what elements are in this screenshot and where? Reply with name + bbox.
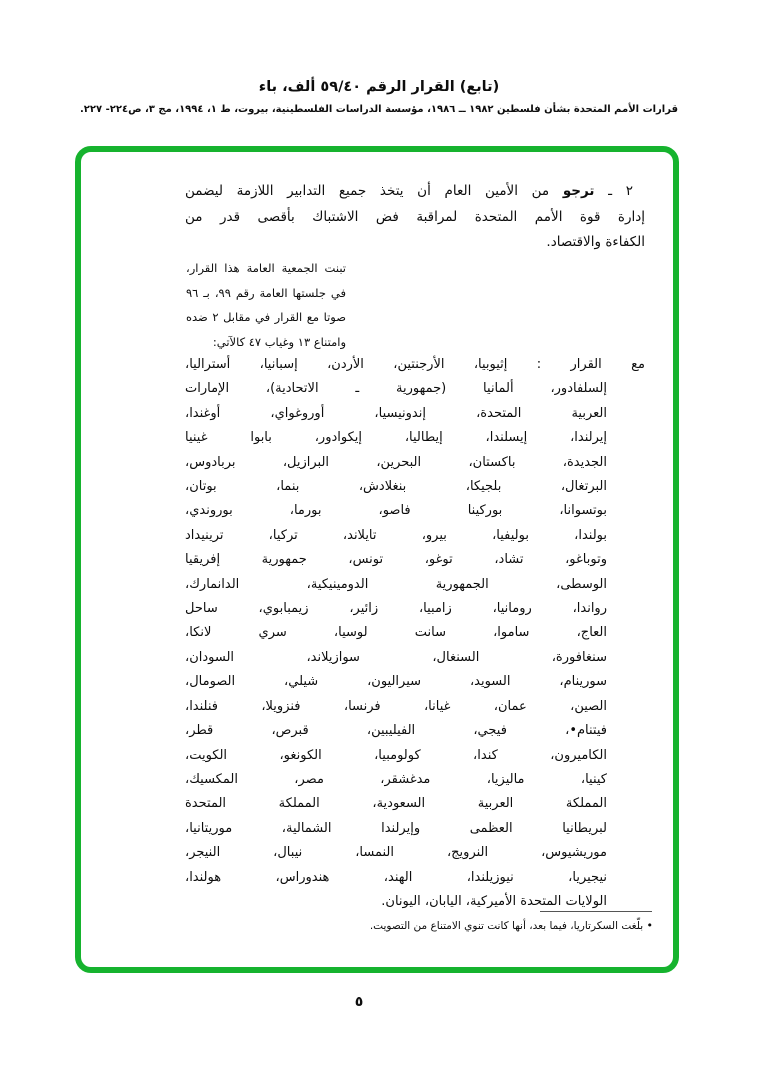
- vote-list-line: البرتغال، بلجيكا، بنغلادش، بنما، بوتان،: [185, 479, 607, 495]
- vote-list-line: بوتسوانا، بوركينا فاصو، بورما، بوروندي،: [185, 503, 607, 519]
- paragraph-text: من الأمين العام أن يتخذ جميع التدابير اللازمة ليضمن: [185, 183, 550, 199]
- vote-list-line: كينيا، ماليزيا، مدغشقر، مصر، المكسيك،: [185, 771, 607, 787]
- vote-list-line: الصين، عمان، غيانا، فرنسا، فنزويلا، فنلندا،: [185, 698, 607, 714]
- adoption-note-line: في جلستها العامة رقم ٩٩، بـ ٩٦: [186, 285, 347, 300]
- paragraph-line: [185, 179, 645, 205]
- paragraph-operative-2: [185, 179, 645, 256]
- footnote-marker: •: [646, 919, 653, 932]
- vote-list-line: وتوباغو، تشاد، توغو، تونس، جمهورية إفريقيا: [185, 552, 607, 568]
- vote-list-line: نيجيريا، نيوزيلندا، الهند، هندوراس، هولندا،: [185, 869, 607, 885]
- vote-list-line: إيرلندا، إيسلندا، إيطاليا، إيكوادور، بابوا غينيا: [185, 430, 607, 446]
- page-number: ٥: [354, 994, 364, 1010]
- page-title: (تابع) القرار الرقم ٥٩/٤٠ ألف، باء: [258, 79, 500, 95]
- vote-list-line: الولايات المتحدة الأميركية، اليابان، اليونان.: [381, 893, 607, 909]
- vote-list-line: مع القرار : إثيوبيا، الأرجنتين، الأردن، إسبانيا، أستراليا،: [185, 357, 645, 372]
- footnote-text: بلّغت السكرتاريا، فيما بعد، أنها كانت تنوي الامتناع من التصويت.: [369, 920, 644, 932]
- paragraph-line: إدارة قوة الأمم المتحدة لمراقبة فض الاشتباك بأقصى قدر من: [185, 208, 645, 225]
- paragraph-line: الكفاءة والاقتصاد.: [546, 234, 645, 250]
- vote-list-line: العربية المتحدة، إندونيسيا، أوروغواي، أوغندا،: [185, 405, 607, 421]
- adoption-note-line: تبنت الجمعية العامة هذا القرار،: [186, 261, 346, 275]
- vote-list-line: المملكة العربية السعودية، المملكة المتحدة: [185, 796, 607, 812]
- vote-list-line: الوسطى، الجمهورية الدومينيكية، الدانمارك،: [185, 576, 607, 592]
- vote-list-line: سورينام، السويد، سيراليون، شيلي، الصومال،: [185, 674, 607, 690]
- operative-verb-bold: ترجو: [562, 183, 595, 199]
- vote-with-list: [185, 353, 645, 914]
- adoption-note: [186, 256, 346, 354]
- vote-list-line: سنغافورة، السنغال، سوازيلاند، السودان،: [185, 649, 607, 665]
- vote-list-line: إلسلفادور، ألمانيا (جمهورية ـ الاتحادية)، الإمارات: [185, 381, 607, 397]
- vote-list-line: الجديدة، باكستان، البحرين، البرازيل، بربادوس،: [185, 454, 607, 470]
- vote-list-line: العاج، ساموا، سانت لوسيا، سري لانكا،: [185, 625, 607, 641]
- adoption-note-line: وامتناع ١٣ وغياب ٤٧ كالآتي:: [212, 334, 346, 349]
- vote-list-line: لبريطانيا العظمى وإيرلندا الشمالية، موريتانيا،: [185, 820, 607, 836]
- vote-list-line: الكاميرون، كندا، كولومبيا، الكونغو، الكويت،: [185, 747, 607, 763]
- vote-list-line: رواندا، رومانيا، زامبيا، زائير، زيمبابوي، ساحل: [185, 601, 607, 617]
- clause-number: ٢ ـ: [608, 183, 634, 199]
- vote-list-line-vietnam-footnote: فيتنام•، فيجي، الفيليبين، قبرص، قطر،: [185, 723, 607, 739]
- adoption-note-line: صوتا مع القرار في مقابل ٢ ضده: [186, 310, 347, 324]
- footnote-separator: [540, 911, 652, 912]
- vote-list-line: موريشيوس، النرويج، النمسا، نيبال، النيجر،: [185, 845, 607, 861]
- vote-list-line: بولندا، بوليفيا، بيرو، تايلاند، تركيا، ترينيداد: [185, 527, 607, 543]
- footnote: [93, 919, 653, 932]
- source-citation: قرارات الأمم المتحدة بشأن فلسطين ١٩٨٢ ــ ١٩٨٦، مؤسسة الدراسات الفلسطينية، بيروت، ط ١، ١٩٩٤، مج ٣، ص٢٢٤- ٢٢٧.: [79, 104, 678, 115]
